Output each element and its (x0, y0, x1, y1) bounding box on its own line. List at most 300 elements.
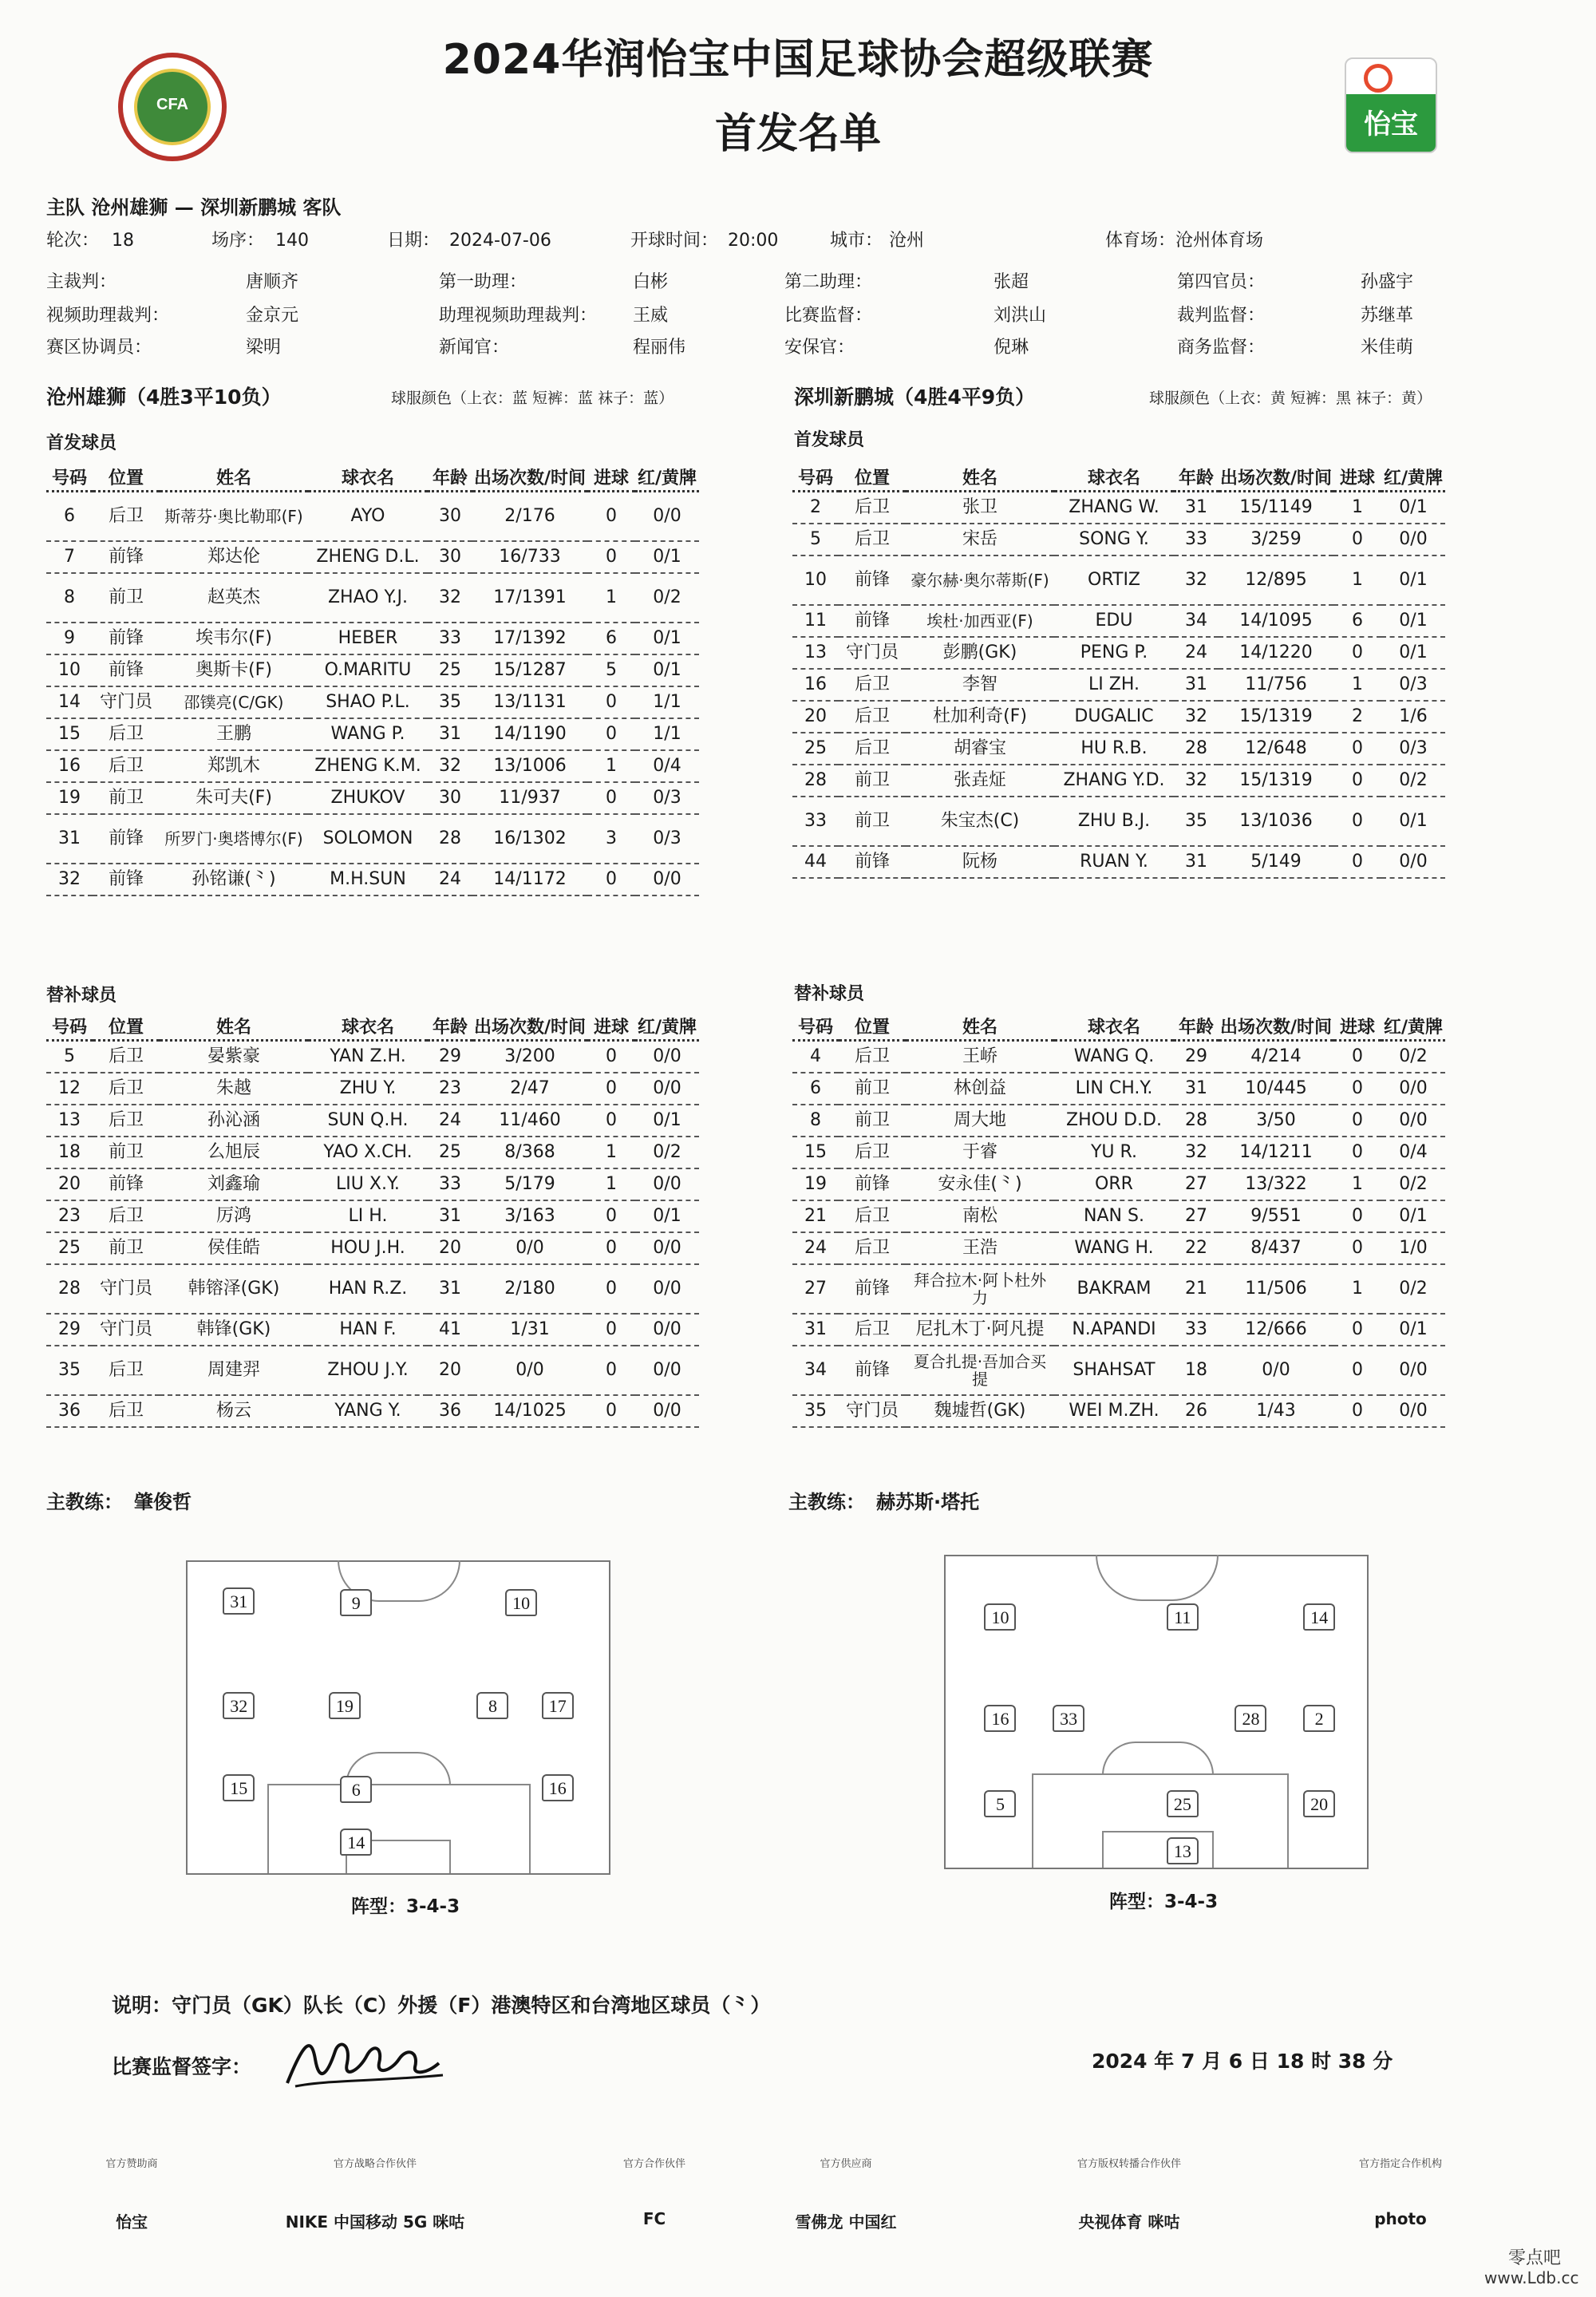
round-info: 轮次： 18 (46, 231, 135, 251)
cell-number: 20 (792, 701, 839, 733)
cell-name: 郑凯木 (160, 750, 308, 782)
cell-age: 30 (428, 492, 472, 541)
official-name: 米佳萌 (1361, 338, 1414, 358)
cell-position: 后卫 (839, 701, 906, 733)
cell-position: 后卫 (93, 492, 160, 541)
cell-number: 36 (46, 1395, 93, 1427)
table-row (46, 1314, 699, 1346)
cell-shirt-name: ZHAO Y.J. (308, 573, 428, 623)
cell-number: 18 (46, 1137, 93, 1168)
cell-position: 守门员 (93, 686, 160, 718)
signature-label: 比赛监督签字： (112, 2055, 252, 2078)
column-header: 号码 (46, 1012, 93, 1041)
cell-position: 前锋 (93, 654, 160, 686)
cell-name: 尼扎木丁·阿凡提 (906, 1314, 1054, 1346)
table-row (792, 733, 1445, 765)
cell-appearances: 14/1190 (472, 718, 587, 750)
cell-number: 16 (46, 750, 93, 782)
signature-scribble-icon (279, 2027, 455, 2091)
cell-appearances: 14/1220 (1219, 637, 1333, 669)
column-header: 姓名 (160, 1012, 308, 1041)
cell-age: 32 (1174, 701, 1219, 733)
cell-number: 31 (46, 814, 93, 864)
cell-position: 后卫 (839, 1041, 906, 1073)
cell-cards: 0/0 (635, 1314, 699, 1346)
cell-number: 28 (46, 1264, 93, 1314)
away-subs-table (792, 1012, 1445, 1428)
cell-age: 31 (1174, 492, 1219, 524)
home-kit-colors: 球服颜色（上衣：蓝 短裤：蓝 袜子：蓝） (391, 389, 674, 407)
cell-shirt-name: O.MARITU (308, 654, 428, 686)
sponsor-logo: 央视体育 咪咕 (1078, 2212, 1180, 2232)
official-role: 裁判监督： (1177, 306, 1266, 326)
cell-age: 35 (1174, 797, 1219, 846)
player-shirt-icon: 10 (505, 1589, 537, 1616)
away-kit-colors: 球服颜色（上衣：黄 短裤：黑 袜子：黄） (1149, 389, 1432, 407)
cell-cards: 0/3 (1381, 669, 1445, 701)
cell-name: 所罗门·奥塔博尔(F) (160, 814, 308, 864)
cell-position: 守门员 (93, 1264, 160, 1314)
cell-position: 前卫 (93, 1232, 160, 1264)
official-role: 安保官： (784, 338, 855, 358)
cell-goals: 0 (587, 492, 635, 541)
cell-age: 32 (1174, 555, 1219, 605)
player-shirt-icon: 15 (223, 1774, 255, 1801)
cell-cards: 0/0 (1381, 1105, 1445, 1137)
cell-appearances: 10/445 (1219, 1073, 1333, 1105)
official-name: 金京元 (246, 306, 299, 326)
cell-appearances: 12/666 (1219, 1314, 1333, 1346)
cell-shirt-name: ZHOU J.Y. (308, 1346, 428, 1395)
match-teams: 主队 沧州雄狮 — 深圳新鹏城 客队 (46, 196, 342, 219)
cell-goals: 6 (587, 623, 635, 654)
yibao-logo: 怡宝 (1345, 57, 1437, 153)
table-row (46, 573, 699, 623)
table-row (46, 750, 699, 782)
player-shirt-icon: 33 (1053, 1705, 1084, 1732)
player-shirt-icon: 28 (1235, 1705, 1266, 1732)
cell-goals: 0 (587, 1232, 635, 1264)
cell-appearances: 2/47 (472, 1073, 587, 1105)
cell-name: 拜合拉木·阿卜杜外力 (906, 1264, 1054, 1314)
sponsor-logo: 雪佛龙 中国红 (795, 2212, 897, 2232)
cell-number: 31 (792, 1314, 839, 1346)
cell-cards: 0/1 (635, 623, 699, 654)
cell-name: 么旭辰 (160, 1137, 308, 1168)
cell-cards: 0/2 (1381, 1264, 1445, 1314)
table-header-row (792, 463, 1445, 492)
cell-number: 27 (792, 1264, 839, 1314)
cell-name: 晏紫豪 (160, 1041, 308, 1073)
table-row (46, 654, 699, 686)
cell-shirt-name: ZHUKOV (308, 782, 428, 814)
cell-cards: 0/0 (635, 864, 699, 895)
column-header: 出场次数/时间 (472, 1012, 587, 1041)
cell-goals: 1 (1333, 555, 1381, 605)
cell-age: 20 (428, 1232, 472, 1264)
home-starters-label: 首发球员 (46, 433, 117, 453)
table-row (46, 718, 699, 750)
table-row (792, 555, 1445, 605)
column-header: 年龄 (1174, 1012, 1219, 1041)
cell-name: 刘鑫瑜 (160, 1168, 308, 1200)
cell-goals: 1 (1333, 492, 1381, 524)
column-header: 红/黄牌 (635, 463, 699, 492)
cell-shirt-name: LI H. (308, 1200, 428, 1232)
table-row (792, 846, 1445, 878)
official-name: 刘洪山 (994, 306, 1047, 326)
table-row (792, 797, 1445, 846)
sponsor-category: 官方版权转播合作伙伴 (1077, 2158, 1181, 2170)
cell-name: 周大地 (906, 1105, 1054, 1137)
cell-number: 6 (46, 492, 93, 541)
cell-cards: 0/0 (635, 1264, 699, 1314)
legend-note: 说明：守门员（GK）队长（C）外援（F）港澳特区和台湾地区球员（⺀） (112, 1994, 771, 2017)
cell-appearances: 5/179 (472, 1168, 587, 1200)
table-row (792, 524, 1445, 555)
player-shirt-icon: 11 (1167, 1603, 1199, 1631)
cell-age: 20 (428, 1346, 472, 1395)
cell-cards: 0/1 (1381, 1314, 1445, 1346)
cell-shirt-name: EDU (1054, 605, 1174, 637)
table-row (46, 1346, 699, 1395)
table-row (46, 1200, 699, 1232)
cell-cards: 0/2 (1381, 1041, 1445, 1073)
cell-appearances: 13/1131 (472, 686, 587, 718)
cell-appearances: 14/1095 (1219, 605, 1333, 637)
cell-position: 前锋 (839, 1264, 906, 1314)
cell-number: 32 (46, 864, 93, 895)
cell-cards: 1/0 (1381, 1232, 1445, 1264)
cell-position: 前锋 (839, 555, 906, 605)
player-shirt-icon: 9 (340, 1589, 372, 1616)
cell-appearances: 5/149 (1219, 846, 1333, 878)
table-row (46, 814, 699, 864)
cell-age: 30 (428, 541, 472, 573)
column-header: 年龄 (428, 463, 472, 492)
cell-appearances: 3/50 (1219, 1105, 1333, 1137)
cell-appearances: 14/1025 (472, 1395, 587, 1427)
cell-cards: 0/2 (1381, 765, 1445, 797)
cell-name: 郑达伦 (160, 541, 308, 573)
cell-number: 24 (792, 1232, 839, 1264)
cell-cards: 0/0 (1381, 1395, 1445, 1427)
table-row (792, 701, 1445, 733)
cell-number: 10 (46, 654, 93, 686)
sponsor-logo: NIKE 中国移动 5G 咪咕 (285, 2212, 465, 2232)
cell-goals: 1 (587, 1168, 635, 1200)
cell-position: 后卫 (93, 1346, 160, 1395)
cell-cards: 0/1 (635, 1105, 699, 1137)
cell-position: 前锋 (839, 1168, 906, 1200)
table-row (792, 1041, 1445, 1073)
cell-name: 张卫 (906, 492, 1054, 524)
cell-appearances: 13/1006 (472, 750, 587, 782)
cell-position: 前卫 (93, 573, 160, 623)
away-subs-label: 替补球员 (794, 984, 865, 1004)
cell-shirt-name: ORR (1054, 1168, 1174, 1200)
cell-appearances: 12/648 (1219, 733, 1333, 765)
cell-cards: 0/3 (1381, 733, 1445, 765)
column-header: 进球 (1333, 463, 1381, 492)
cell-name: 孙沁涵 (160, 1105, 308, 1137)
table-row (792, 1232, 1445, 1264)
cell-position: 前锋 (93, 814, 160, 864)
kickoff-info: 开球时间： 20:00 (630, 231, 779, 251)
cell-number: 25 (792, 733, 839, 765)
table-row (792, 1073, 1445, 1105)
table-row (792, 1314, 1445, 1346)
cell-name: 杜加利奇(F) (906, 701, 1054, 733)
cell-goals: 0 (1333, 1232, 1381, 1264)
cell-appearances: 1/31 (472, 1314, 587, 1346)
cell-appearances: 4/214 (1219, 1041, 1333, 1073)
cell-name: 于睿 (906, 1137, 1054, 1168)
cell-position: 前卫 (839, 765, 906, 797)
cell-cards: 0/0 (635, 1041, 699, 1073)
cell-cards: 0/2 (1381, 1168, 1445, 1200)
cell-age: 22 (1174, 1232, 1219, 1264)
cell-shirt-name: YAN Z.H. (308, 1041, 428, 1073)
cell-age: 34 (1174, 605, 1219, 637)
cell-shirt-name: HOU J.H. (308, 1232, 428, 1264)
column-header: 进球 (587, 463, 635, 492)
column-header: 球衣名 (1054, 1012, 1174, 1041)
cell-goals: 1 (587, 573, 635, 623)
column-header: 红/黄牌 (1381, 1012, 1445, 1041)
sponsor-category: 官方供应商 (820, 2158, 872, 2170)
cell-age: 33 (428, 1168, 472, 1200)
cell-position: 后卫 (839, 1200, 906, 1232)
player-shirt-icon: 5 (984, 1790, 1016, 1817)
official-role: 比赛监督： (784, 306, 873, 326)
cell-appearances: 17/1392 (472, 623, 587, 654)
cell-age: 28 (1174, 733, 1219, 765)
cell-appearances: 16/733 (472, 541, 587, 573)
cell-shirt-name: SHAO P.L. (308, 686, 428, 718)
cell-number: 15 (46, 718, 93, 750)
cell-goals: 1 (587, 750, 635, 782)
cell-shirt-name: ZHENG D.L. (308, 541, 428, 573)
cell-number: 25 (46, 1232, 93, 1264)
table-row (792, 1395, 1445, 1427)
cell-number: 23 (46, 1200, 93, 1232)
cell-shirt-name: YAO X.CH. (308, 1137, 428, 1168)
cell-age: 31 (428, 1264, 472, 1314)
cell-number: 16 (792, 669, 839, 701)
column-header: 年龄 (1174, 463, 1219, 492)
column-header: 号码 (792, 1012, 839, 1041)
cell-name: 南松 (906, 1200, 1054, 1232)
cell-number: 28 (792, 765, 839, 797)
cell-goals: 0 (587, 1041, 635, 1073)
cell-goals: 2 (1333, 701, 1381, 733)
player-shirt-icon: 10 (984, 1603, 1016, 1631)
cell-position: 后卫 (93, 1041, 160, 1073)
official-name: 倪琳 (994, 338, 1029, 358)
cell-cards: 0/0 (635, 1168, 699, 1200)
official-role: 第四官员： (1177, 272, 1266, 292)
table-header-row (792, 1012, 1445, 1041)
column-header: 球衣名 (308, 1012, 428, 1041)
cell-appearances: 16/1302 (472, 814, 587, 864)
stadium-info: 体育场：沧州体育场 (1105, 231, 1264, 251)
table-row (792, 637, 1445, 669)
cell-position: 前锋 (93, 623, 160, 654)
cell-name: 阮杨 (906, 846, 1054, 878)
cell-name: 王鹏 (160, 718, 308, 750)
cell-cards: 0/1 (1381, 492, 1445, 524)
cell-appearances: 3/200 (472, 1041, 587, 1073)
cell-appearances: 15/1149 (1219, 492, 1333, 524)
cell-number: 9 (46, 623, 93, 654)
cell-age: 18 (1174, 1346, 1219, 1395)
cell-number: 11 (792, 605, 839, 637)
cell-shirt-name: LI ZH. (1054, 669, 1174, 701)
table-row (46, 1137, 699, 1168)
column-header: 号码 (46, 463, 93, 492)
cell-goals: 0 (587, 1073, 635, 1105)
cell-cards: 0/0 (1381, 524, 1445, 555)
cell-age: 33 (428, 623, 472, 654)
cell-name: 邵镤亮(C/GK) (160, 686, 308, 718)
cell-cards: 0/1 (1381, 637, 1445, 669)
player-shirt-icon: 16 (984, 1705, 1016, 1732)
column-header: 姓名 (906, 1012, 1054, 1041)
cell-age: 32 (1174, 765, 1219, 797)
cell-cards: 0/1 (635, 541, 699, 573)
cell-appearances: 12/895 (1219, 555, 1333, 605)
cell-goals: 1 (1333, 1168, 1381, 1200)
cell-goals: 0 (1333, 1105, 1381, 1137)
cell-goals: 0 (1333, 1395, 1381, 1427)
cell-age: 31 (428, 1200, 472, 1232)
table-header-row (46, 1012, 699, 1041)
cell-age: 27 (1174, 1200, 1219, 1232)
date-info: 日期： 2024-07-06 (387, 231, 551, 251)
cell-shirt-name: NAN S. (1054, 1200, 1174, 1232)
sponsor-logo: FC (642, 2209, 666, 2228)
cell-appearances: 9/551 (1219, 1200, 1333, 1232)
cell-goals: 0 (587, 541, 635, 573)
cell-shirt-name: WANG Q. (1054, 1041, 1174, 1073)
cell-age: 25 (428, 654, 472, 686)
cell-age: 31 (1174, 669, 1219, 701)
table-row (792, 1105, 1445, 1137)
cell-number: 7 (46, 541, 93, 573)
cell-number: 8 (46, 573, 93, 623)
cell-goals: 0 (587, 782, 635, 814)
cell-appearances: 13/1036 (1219, 797, 1333, 846)
table-row (792, 492, 1445, 524)
official-role: 主裁判： (46, 272, 117, 292)
cell-goals: 0 (587, 864, 635, 895)
table-row (46, 623, 699, 654)
cell-goals: 3 (587, 814, 635, 864)
cell-number: 44 (792, 846, 839, 878)
cfa-logo: CFA (118, 53, 227, 161)
cell-position: 后卫 (93, 1105, 160, 1137)
watermark-bottom: www.Ldb.cc (1484, 2268, 1579, 2287)
cell-goals: 0 (587, 718, 635, 750)
cell-position: 前锋 (93, 1168, 160, 1200)
cell-shirt-name: BAKRAM (1054, 1264, 1174, 1314)
signing-timestamp: 2024 年 7 月 6 日 18 时 38 分 (1092, 2050, 1393, 2073)
cell-position: 前锋 (839, 605, 906, 637)
cell-name: 彭鹏(GK) (906, 637, 1054, 669)
cell-number: 14 (46, 686, 93, 718)
player-shirt-icon: 17 (542, 1692, 574, 1719)
cell-position: 守门员 (839, 1395, 906, 1427)
column-header: 球衣名 (1054, 463, 1174, 492)
away-starters-label: 首发球员 (794, 430, 865, 450)
official-name: 王威 (633, 306, 669, 326)
cell-name: 孙铭谦(⺀) (160, 864, 308, 895)
cell-position: 前卫 (839, 1073, 906, 1105)
cell-name: 埃杜·加西亚(F) (906, 605, 1054, 637)
table-row (46, 1264, 699, 1314)
cell-shirt-name: SOLOMON (308, 814, 428, 864)
cell-number: 13 (46, 1105, 93, 1137)
cell-number: 5 (792, 524, 839, 555)
cell-position: 后卫 (93, 750, 160, 782)
cell-goals: 6 (1333, 605, 1381, 637)
table-row (792, 669, 1445, 701)
cell-goals: 0 (1333, 797, 1381, 846)
league-title: 2024华润怡宝中国足球协会超级联赛 (442, 36, 1154, 84)
cell-appearances: 14/1211 (1219, 1137, 1333, 1168)
cell-shirt-name: ORTIZ (1054, 555, 1174, 605)
table-row (46, 1041, 699, 1073)
cell-cards: 0/1 (1381, 797, 1445, 846)
cell-position: 后卫 (839, 1232, 906, 1264)
cell-cards: 0/0 (1381, 846, 1445, 878)
cell-appearances: 3/163 (472, 1200, 587, 1232)
cell-position: 前锋 (93, 541, 160, 573)
cell-goals: 0 (1333, 1314, 1381, 1346)
cell-appearances: 11/937 (472, 782, 587, 814)
cell-shirt-name: SONG Y. (1054, 524, 1174, 555)
table-row (792, 605, 1445, 637)
cell-goals: 0 (1333, 1200, 1381, 1232)
cell-goals: 0 (1333, 1073, 1381, 1105)
cell-cards: 0/4 (1381, 1137, 1445, 1168)
cell-shirt-name: ZHANG Y.D. (1054, 765, 1174, 797)
cell-cards: 1/1 (635, 686, 699, 718)
table-row (792, 1264, 1445, 1314)
cell-position: 前卫 (839, 1105, 906, 1137)
watermark-top: 零点吧 (1508, 2248, 1562, 2268)
table-row (46, 686, 699, 718)
cell-shirt-name: WANG P. (308, 718, 428, 750)
cell-appearances: 2/180 (472, 1264, 587, 1314)
city-info: 城市： 沧州 (830, 231, 925, 251)
cell-age: 32 (1174, 1137, 1219, 1168)
cell-age: 35 (428, 686, 472, 718)
supervisor-signature (279, 2027, 455, 2091)
game-info: 场序： 140 (211, 231, 310, 251)
cell-cards: 0/0 (1381, 1346, 1445, 1395)
cell-goals: 0 (1333, 1346, 1381, 1395)
column-header: 姓名 (906, 463, 1054, 492)
column-header: 位置 (839, 1012, 906, 1041)
column-header: 姓名 (160, 463, 308, 492)
cell-name: 胡睿宝 (906, 733, 1054, 765)
table-row (46, 864, 699, 895)
cell-cards: 1/1 (635, 718, 699, 750)
cell-cards: 0/0 (635, 492, 699, 541)
cell-number: 15 (792, 1137, 839, 1168)
